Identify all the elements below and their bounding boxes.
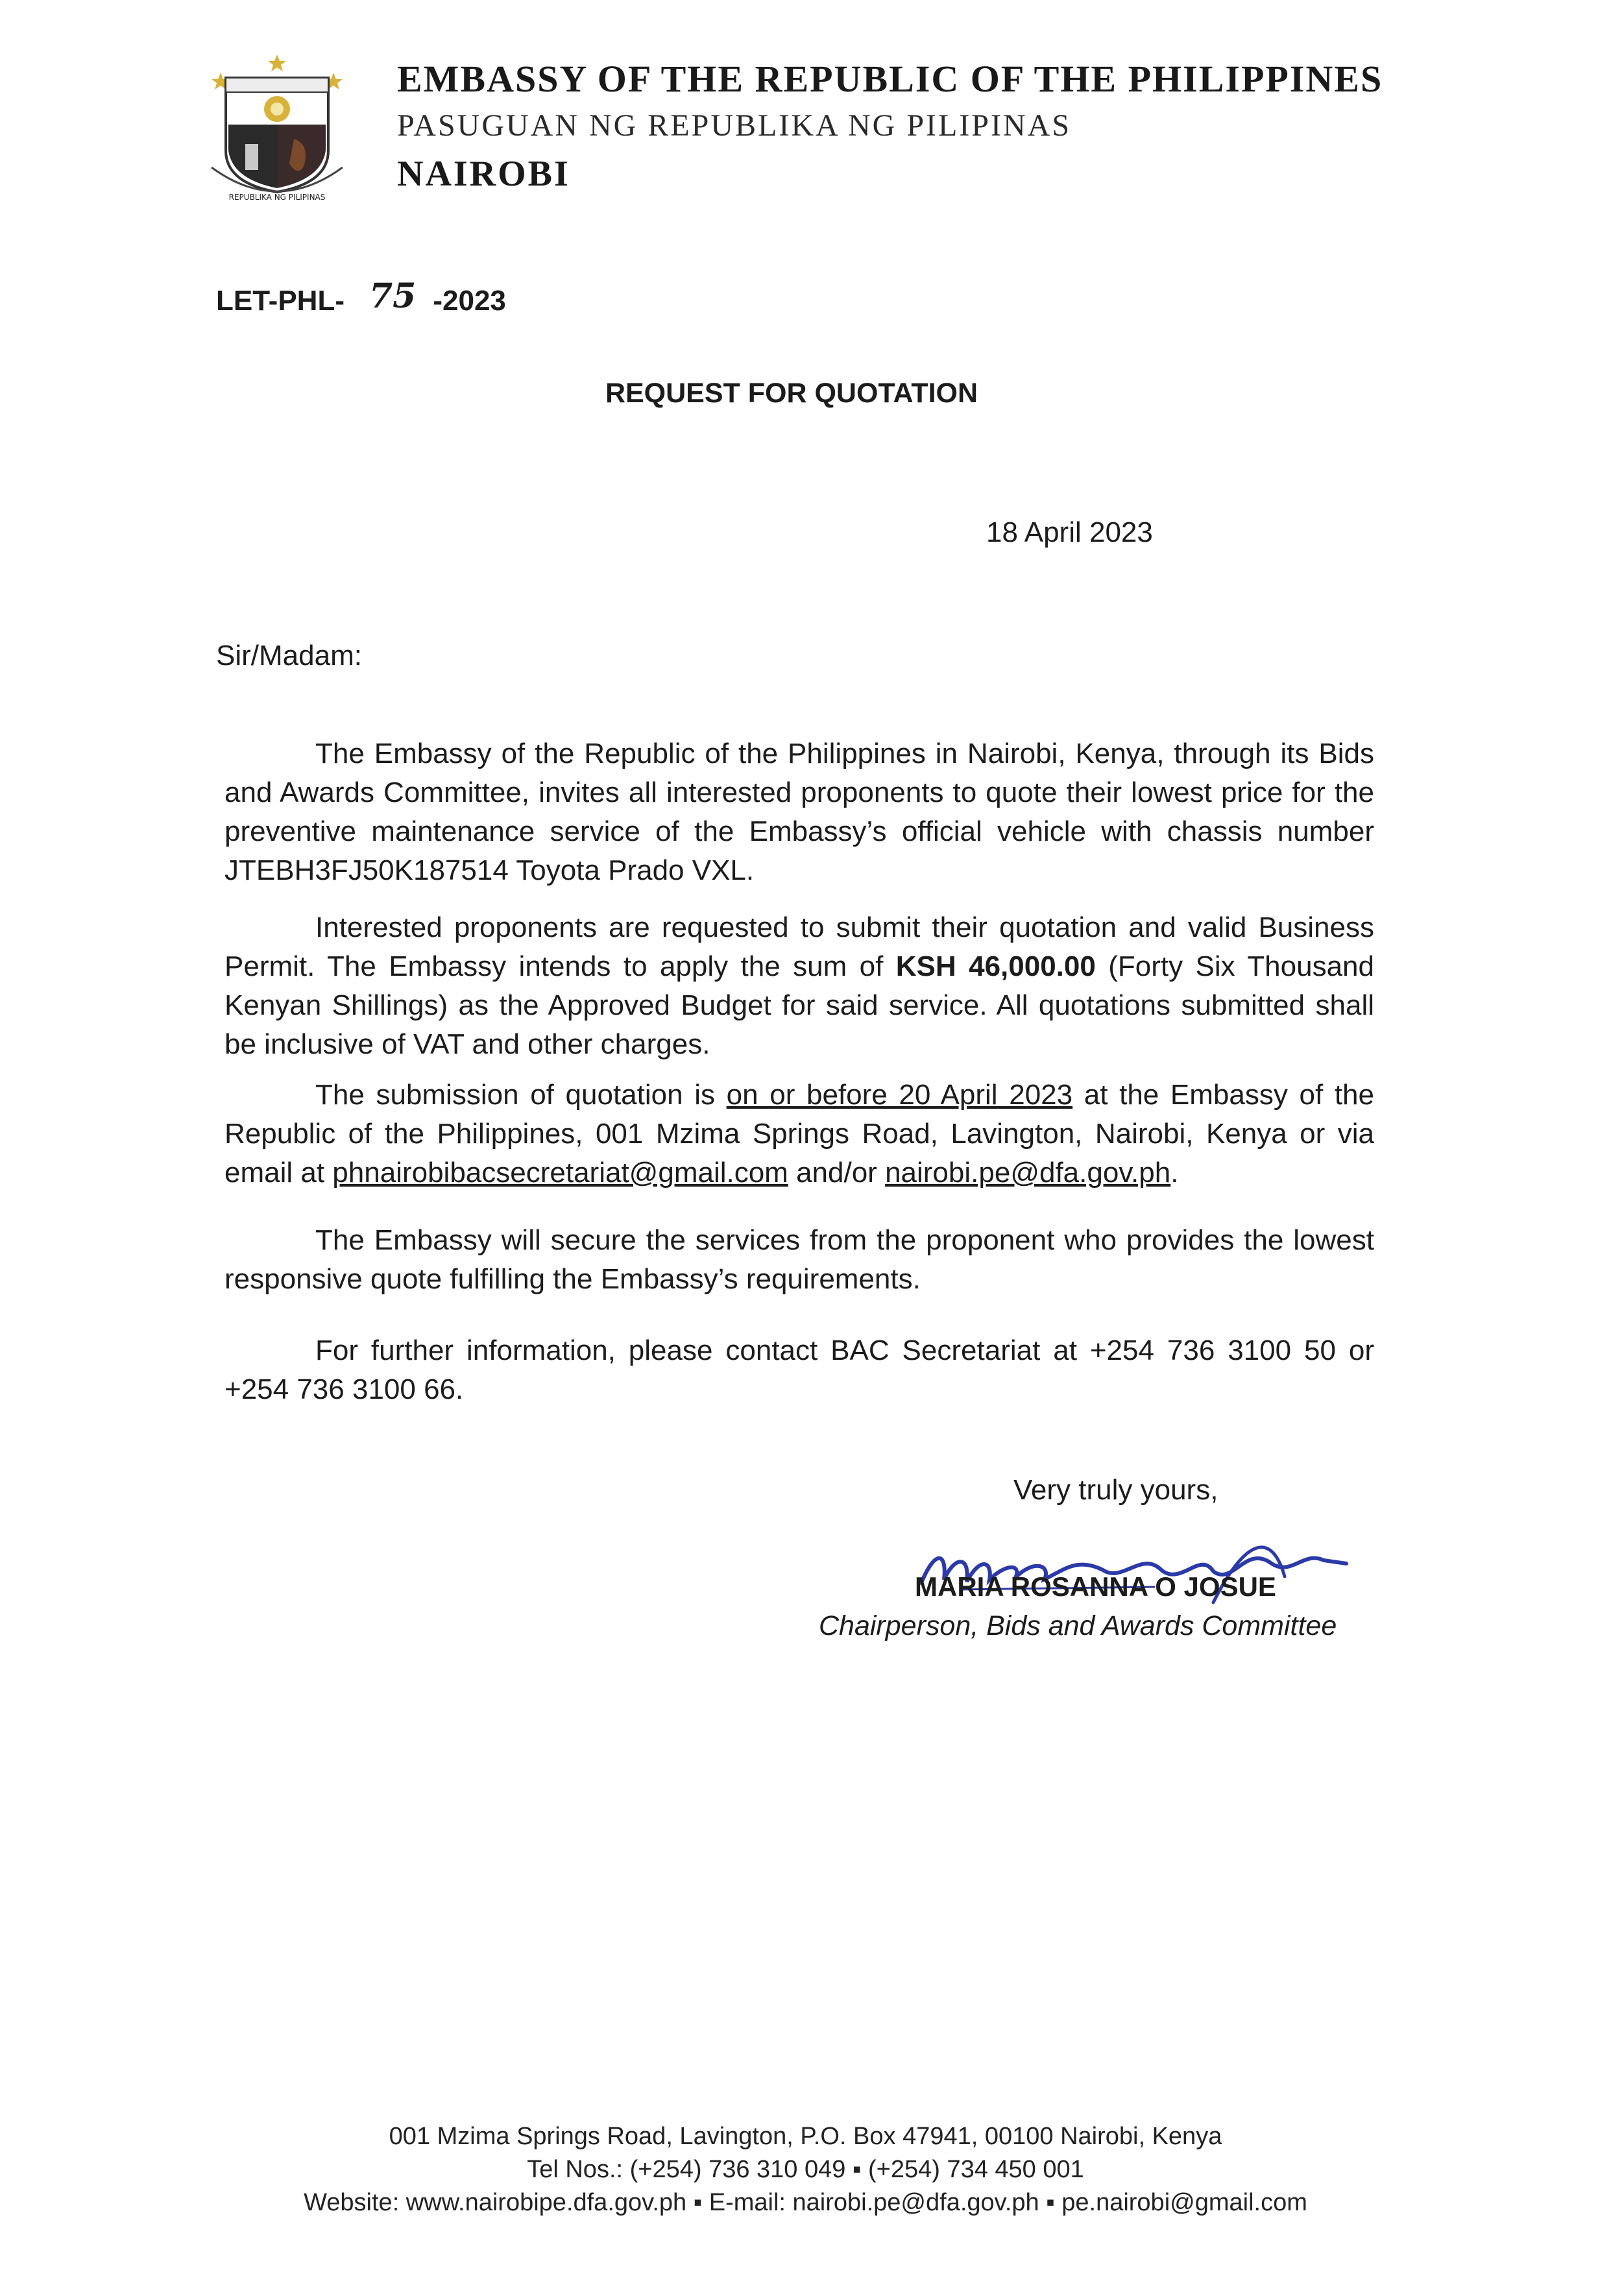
seal-scroll-text: REPUBLIKA NG PILIPINAS: [228, 193, 326, 202]
submission-text-b: at the Embassy of the Republic of the Philippines, 001 Mzima Springs Road, Lavington, Nairobi, Kenya or via email at: [224, 1079, 1374, 1189]
budget-amount: KSH 46,000.00: [895, 950, 1096, 982]
signatory-title: Chairperson, Bids and Awards Committee: [819, 1610, 1337, 1641]
footer-address: 001 Mzima Springs Road, Lavington, P.O. Box 47941, 00100 Nairobi, Kenya: [389, 2123, 1222, 2150]
paragraph-invitation-text: The Embassy of the Republic of the Philippines in Nairobi, Kenya, through its Bids and Awards Committee, invites all interested proponents to quote their lowest price for the preventive maintenance service of the Embassy’s official vehicle with chassis number JTEBH3FJ50K187514 Toyota Prado VXL.: [224, 738, 1374, 886]
reference-handwritten-number: 75: [369, 276, 417, 316]
paragraph-budget: [224, 908, 1374, 1064]
signatory-name: MARIA ROSANNA O JOSUE: [915, 1571, 1276, 1602]
footer-phones: Tel Nos.: (+254) 736 310 049 ▪ (+254) 734 450 001: [527, 2156, 1084, 2183]
header-embassy-name: EMBASSY OF THE REPUBLIC OF THE PHILIPPINES: [397, 58, 1383, 100]
paragraph-submission: [224, 1076, 1374, 1192]
document-title: REQUEST FOR QUOTATION: [605, 378, 978, 409]
submission-text-a: The submission of quotation is: [315, 1079, 727, 1111]
salutation: Sir/Madam:: [216, 640, 362, 671]
header-city: NAIROBI: [397, 154, 570, 194]
closing: Very truly yours,: [1013, 1474, 1218, 1506]
bac-email-link[interactable]: phnairobibacsecretariat@gmail.com: [332, 1157, 788, 1189]
paragraph-invitation: [224, 734, 1374, 890]
submission-deadline: on or before 20 April 2023: [726, 1079, 1073, 1111]
footer-web-email: Website: www.nairobipe.dfa.gov.ph ▪ E-mail: nairobi.pe@dfa.gov.ph ▪ pe.nairobi@gmail.com: [304, 2189, 1307, 2216]
letter-date: 18 April 2023: [986, 516, 1153, 548]
paragraph-contact-text: For further information, please contact BAC Secretariat at +254 736 3100 50 or +254 736 3100 66.: [224, 1335, 1374, 1405]
header-filipino-name: PASUGUAN NG REPUBLIKA NG PILIPINAS: [397, 108, 1072, 143]
submission-text-d: .: [1170, 1157, 1179, 1189]
paragraph-award-text: The Embassy will secure the services from the proponent who provides the lowest responsive quote fulfilling the Embassy’s requirements.: [224, 1224, 1374, 1295]
reference-prefix: LET-PHL-: [216, 285, 345, 317]
embassy-email-link[interactable]: nairobi.pe@dfa.gov.ph: [885, 1157, 1171, 1189]
reference-number: [216, 276, 506, 319]
budget-text-a: Interested proponents are requested to submit their quotation and valid Business Permit. The Embassy intends to apply the sum of: [224, 912, 1374, 982]
reference-suffix: -2023: [433, 285, 506, 317]
paragraph-contact: [224, 1331, 1374, 1409]
philippine-coat-of-arms-seal: [206, 53, 348, 208]
paragraph-award: [224, 1221, 1374, 1299]
budget-text-b: (Forty Six Thousand Kenyan Shillings) as the Approved Budget for said service. All quotations submitted shall be inclusive of VAT and other charges.: [224, 950, 1374, 1060]
submission-text-c: and/or: [788, 1157, 886, 1189]
